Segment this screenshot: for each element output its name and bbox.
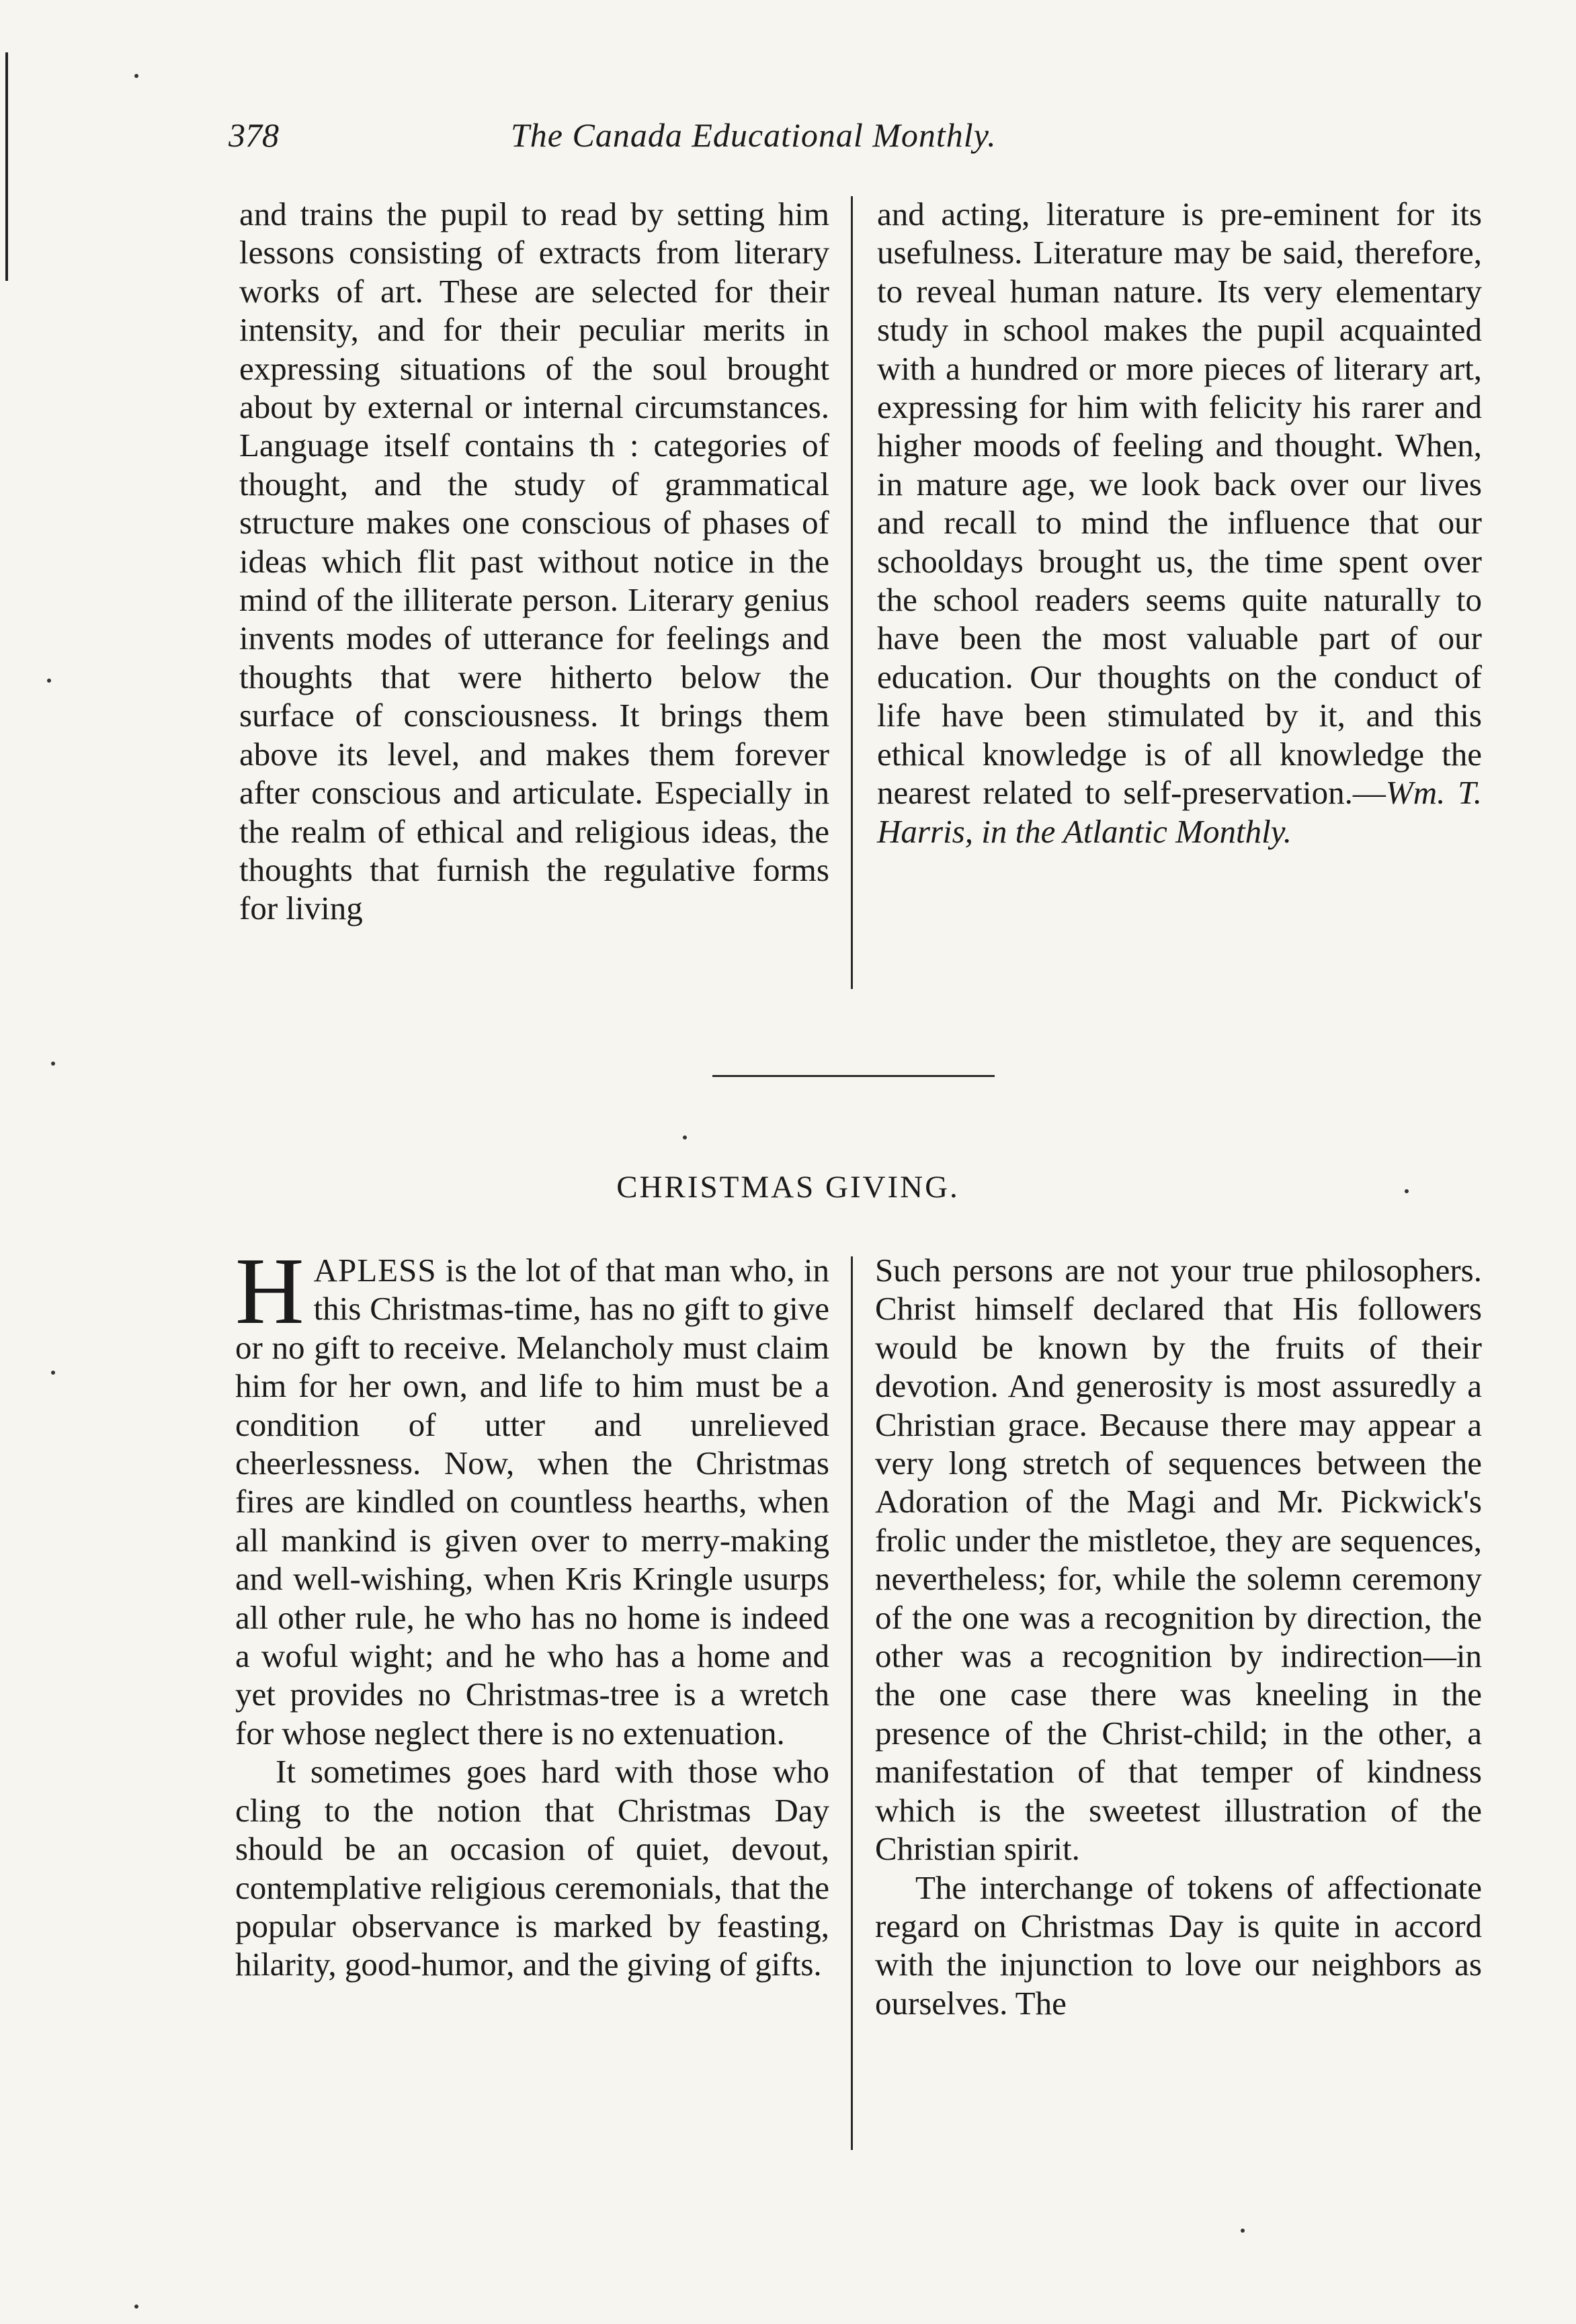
- journal-title: The Canada Educational Monthly.: [511, 116, 997, 154]
- article-title: CHRISTMAS GIVING.: [616, 1170, 960, 1205]
- previous-article-right-text: and acting, literature is pre-eminent for its usefulness. Literature may be said, therefore, to reveal human nature. Its very elementary study in school makes the pupil acquainted with a hundred or more pieces of literary art, expressing for him with felicity his rarer and higher moods of feeling and thought. When, in mature age, we look back over our lives and recall to mind the influence that our schooldays brought us, the time spent over the school readers seems quite naturally to have been the most valuable part of our education. Our thoughts on the conduct of life have been stimulated by it, and this ethical knowledge is of all knowledge the nearest related to self-preservation.—: [877, 196, 1482, 812]
- print-speck: [683, 1135, 687, 1139]
- column-divider-top: [851, 196, 853, 989]
- print-speck: [47, 679, 51, 683]
- article-paragraph-1: [235, 1238, 829, 1752]
- article-right-column: [875, 1251, 1482, 2022]
- article-paragraph-3: Such persons are not your true philosophers. Christ himself declared that His followers would be known by the fruits of their devotion. And generosity is most assuredly a Christian grace. Because there may appear a very long stretch of sequences between the Adoration of the Magi and Mr. Pickwick's frolic under the mistletoe, they are sequences, nevertheless; for, while the solemn ceremony of the one was a recognition by direction, the other was a recognition by indirection—in the one case there was kneeling in the presence of the Christ-child; in the other, a manifestation of that temper of kindness which is the sweetest illustration of the Christian spirit.: [875, 1252, 1482, 1868]
- previous-article-left-paragraph: and trains the pupil to read by setting him lessons consisting of extracts from literary works of art. These are selected for their intensity, and for their peculiar merits in expressing situations of the soul brought about by external or internal circumstances. Language itself contains th : categories of thought, and the study of grammatical structure makes one conscious of phases of ideas which flit past without notice in the mind of the illiterate person. Literary genius invents modes of utterance for feelings and thoughts that were hitherto below the surface of consciousness. It brings them above its level, and makes them forever after conscious and articulate. Especially in the realm of ethical and religious ideas, the thoughts that furnish the regulative forms for living: [239, 196, 829, 927]
- print-speck: [1405, 1189, 1409, 1193]
- print-speck: [134, 74, 138, 78]
- first-word: APLESS: [313, 1252, 437, 1289]
- column-divider-bottom: [851, 1256, 853, 2150]
- article-paragraph-1-text: is the lot of that man who, in this Christmas-time, has no gift to give or no gift to receive. Melancholy must claim him for her own, and life to him must be a condition of utter and unrelieved cheerlessness. Now, when the Christmas fires are kindled on countless hearths, when all mankind is given over to merry-making and well-wishing, when Kris Kringle usurps all other rule, he who has no home is indeed a woful wight; and he who has a home and yet provides no Christmas-tree is a wretch for whose neglect there is no extenuation.: [235, 1252, 829, 1752]
- article-separator-rule: [712, 1075, 995, 1077]
- drop-cap: H: [235, 1238, 304, 1344]
- print-speck: [51, 1062, 55, 1066]
- print-speck: [134, 2305, 138, 2309]
- article-left-column: [235, 1238, 829, 1984]
- previous-article-right-column: [877, 195, 1482, 851]
- previous-article-right-paragraph: [877, 195, 1482, 851]
- article-paragraph-2: It sometimes goes hard with those who cling to the notion that Christmas Day should be an occasion of quiet, devout, contemplative religious ceremonials, that the popular observance is marked by feasting, hilarity, good-humor, and the giving of gifts.: [235, 1753, 829, 1983]
- margin-scan-line: [5, 52, 8, 281]
- page-number: 378: [229, 116, 279, 154]
- print-speck: [51, 1371, 55, 1375]
- attribution: Wm. T. Harris, in the Atlantic Monthly.: [877, 774, 1482, 850]
- previous-article-left-column: [239, 195, 829, 928]
- article-paragraph-4: The interchange of tokens of affectionate regard on Christmas Day is quite in accord with the injunction to love our neighbors as ourselves. The: [875, 1868, 1482, 2022]
- print-speck: [1241, 2229, 1245, 2233]
